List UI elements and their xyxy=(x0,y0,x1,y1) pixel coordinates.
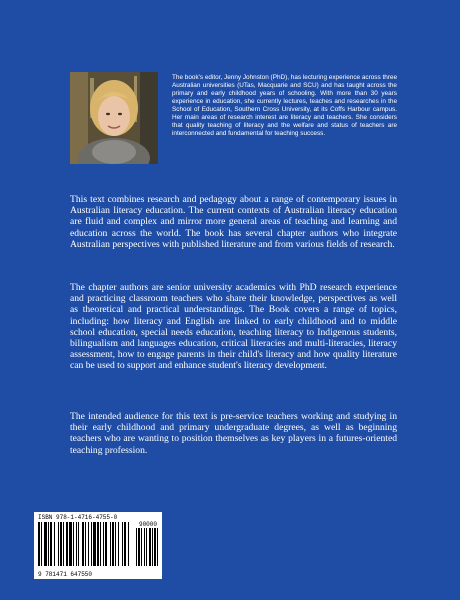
isbn-barcode xyxy=(34,512,162,579)
isbn-label: ISBN 978-1-4716-4755-0 xyxy=(38,514,118,521)
description-paragraph-3: The intended audience for this text is pre-service teachers working and studying in their early childhood and primary undergraduate degrees, as well as beginning teachers who are wanting to position themselves as key players in a futures-oriented teaching profession. xyxy=(70,411,397,456)
barcode-digits: 9 781471 647550 xyxy=(38,571,93,578)
description-paragraph-1: This text combines research and pedagogy about a range of contemporary issues in Australian literacy education. The current contexts of Australian literacy education are fluid and complex and mirror more general areas of teaching and learning and education across the world. The book has several chapter authors who integrate Australian perspectives with published literature and from various fields of research. xyxy=(70,194,397,250)
author-photo xyxy=(70,72,158,164)
description-paragraph-2: The chapter authors are senior university academics with PhD research experience and practicing classroom teachers who share their knowledge, perspectives as well as theoretical and practical understandings. The Book covers a range of topics, including: how literacy and English are linked to early childhood and to middle school education, special needs education, teaching literacy to Indigenous students, bilingualism and languages education, critical literacies and multi-literacies, literacy assessment, how to engage parents in their child's literacy and how quality literature can be used to support and enhance student's literacy development. xyxy=(70,282,397,372)
price-code: 90000 xyxy=(138,521,157,528)
barcode-bars xyxy=(38,522,158,568)
editor-bio: The book's editor, Jenny Johnston (PhD), has lecturing experience across three Australian universities (UTas, Macquarie and SCU) and has taught across the primary and early childhood years of schooling. With more than 30 years experience in education, she currently lectures, teaches and researches in the School of Education, Southern Cross University, at its Coffs Harbour campus. Her main areas of research interest are literacy and teachers. She considers that quality teaching of literacy and the welfare and status of teachers are interconnected and fundamental for teaching success. xyxy=(172,74,398,137)
